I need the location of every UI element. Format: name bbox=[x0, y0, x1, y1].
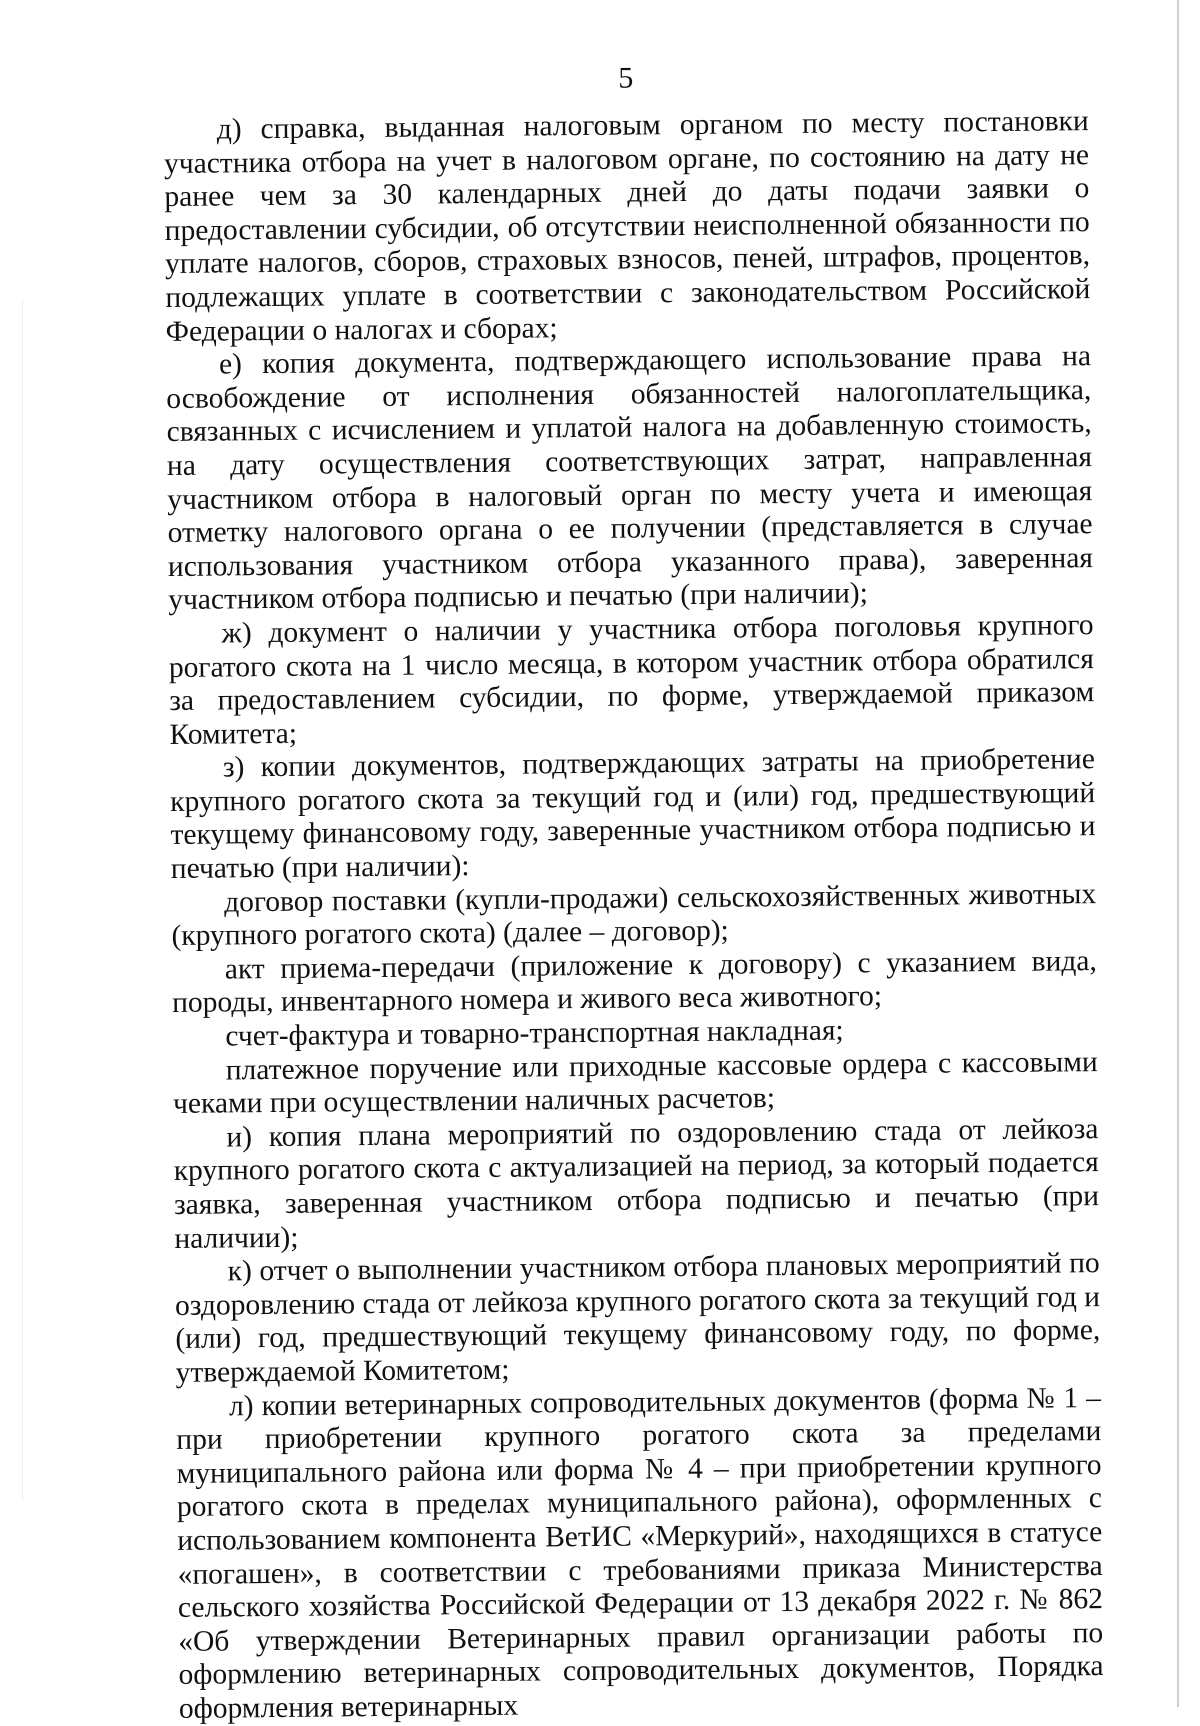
page-number: 5 bbox=[618, 61, 634, 95]
paragraph-i-health-plan: и) копия плана мероприятий по оздоровлению стада от лейкоза крупного рогатого скота с актуализацией на период, за который подается заявка, заверенная участником отбора подписью и печатью (при наличии); bbox=[173, 1112, 1100, 1255]
paragraph-d-tax-certificate: д) справка, выданная налоговым органом по месту постановки участника отбора на учет в налоговом органе, по состоянию на дату не ранее чем за 30 календарных дней до даты подачи заявки о предоставлении субсидии, об отсутствии неисполненной обязанности по уплате налогов, сборов, страховых взносов, пеней, штрафов, процентов, подлежащих уплате в соответствии с законодательством Российской Федерации о налогах и сборах; bbox=[163, 105, 1091, 348]
paragraph-z-expense-documents: з) копии документов, подтверждающих затраты на приобретение крупного рогатого скота за текущий год и (или) год, предшествующий текущему финансовому году, заверенные участником отбора подписью и печатью (при наличии): bbox=[170, 743, 1096, 886]
list-item-acceptance-act: акт приема-передачи (приложение к договору) с указанием вида, породы, инвентарного номера и живого веса животного; bbox=[171, 944, 1097, 1020]
scan-edge-right bbox=[1177, 0, 1179, 1707]
scan-edge-left bbox=[22, 300, 23, 1500]
list-item-payment-order: платежное поручение или приходные кассовые ордера с кассовыми чеками при осуществлении наличных расчетов; bbox=[172, 1045, 1098, 1121]
list-item-invoice: счет-фактура и товарно-транспортная накладная; bbox=[225, 1014, 844, 1053]
paragraph-l-veterinary-documents: л) копии ветеринарных сопроводительных документов (форма № 1 – при приобретении крупного рогатого скота за пределами муниципального района или форма № 4 – при приобретении крупного рогатого скота в пределах муниципального района), оформленных с использованием компонента ВетИС «Меркурий», находящихся в статусе «погашен», в соответствии с требованиями приказа Министерства сельского хозяйства Российской Федерации от 13 декабря 2022 г. № 862 «Об утверждении Ветеринарных правил организации работы по оформлению ветеринарных сопроводительных документов, Порядка оформления ветеринарных bbox=[176, 1381, 1104, 1725]
document-page bbox=[163, 43, 1104, 1726]
paragraph-k-health-report: к) отчет о выполнении участником отбора плановых мероприятий по оздоровлению стада от лейкоза крупного рогатого скота за текущий год и (или) год, предшествующий текущему финансовому году, по форме, утверждаемой Комитетом; bbox=[174, 1247, 1101, 1389]
paragraph-zh-livestock-document: ж) документ о наличии у участника отбора поголовья крупного рогатого скота на 1 число месяца, в котором участник отбора обратился за предоставлением субсидии, по форме, утверждаемой приказом Комитета; bbox=[168, 609, 1095, 751]
list-item-supply-contract: договор поставки (купли-продажи) сельскохозяйственных животных (крупного рогатого скота) (далее – договор); bbox=[171, 877, 1097, 953]
paragraph-e-vat-exemption: е) копия документа, подтверждающего использование права на освобождение от исполнения обязанностей налогоплательщика, связанных с исчислением и уплатой налога на добавленную стоимость, на дату осуществления соответствующих затрат, направленная участником отбора в налоговый орган по месту учета и имеющая отметку налогового органа о ее получении (представляется в случае использования участником отбора указанного права), заверенная участником отбора подписью и печатью (при наличии); bbox=[166, 340, 1094, 617]
